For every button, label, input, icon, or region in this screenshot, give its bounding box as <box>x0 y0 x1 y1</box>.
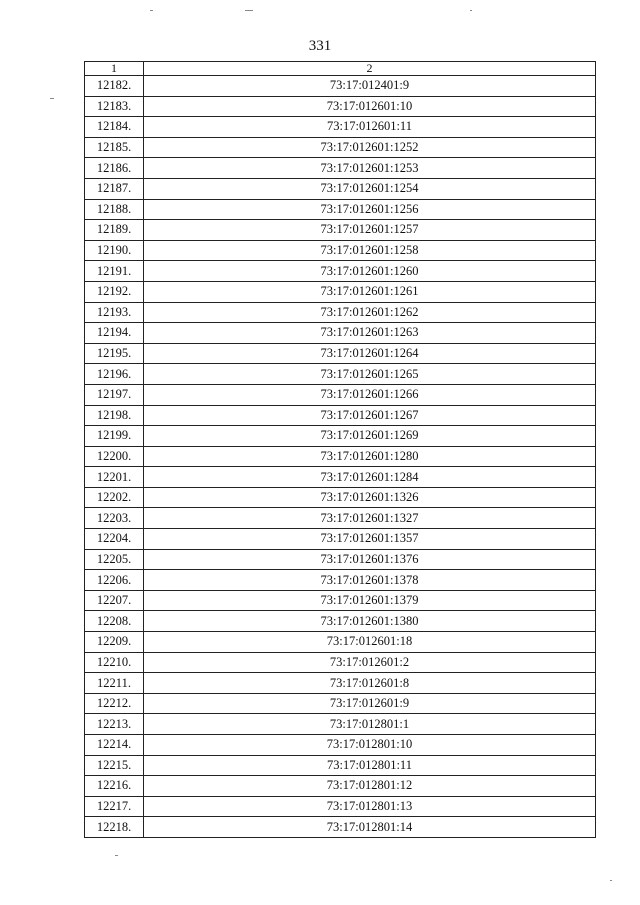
scan-speck <box>470 10 472 11</box>
cadastral-number-cell: 73:17:012801:12 <box>144 776 596 797</box>
scan-speck <box>150 10 153 11</box>
table-row <box>85 735 596 756</box>
table-row <box>85 261 596 282</box>
cadastral-number-cell: 73:17:012601:8 <box>144 673 596 694</box>
table-row <box>85 158 596 179</box>
scan-speck <box>245 10 253 11</box>
row-number-cell: 12216. <box>85 776 144 797</box>
cadastral-number-cell: 73:17:012601:1257 <box>144 220 596 241</box>
cadastral-number-cell: 73:17:012601:1357 <box>144 529 596 550</box>
row-number-cell: 12188. <box>85 199 144 220</box>
table-row <box>85 384 596 405</box>
row-number-cell: 12193. <box>85 302 144 323</box>
table-row <box>85 467 596 488</box>
row-number-cell: 12203. <box>85 508 144 529</box>
table-row <box>85 137 596 158</box>
cadastral-number-cell: 73:17:012601:11 <box>144 117 596 138</box>
row-number-cell: 12209. <box>85 632 144 653</box>
cadastral-number-cell: 73:17:012601:1269 <box>144 426 596 447</box>
table-row <box>85 529 596 550</box>
cadastral-number-cell: 73:17:012601:1256 <box>144 199 596 220</box>
scan-speck <box>115 855 118 856</box>
document-table <box>84 61 596 838</box>
row-number-cell: 12213. <box>85 714 144 735</box>
row-number-cell: 12183. <box>85 96 144 117</box>
cadastral-number-cell: 73:17:012601:1379 <box>144 590 596 611</box>
cadastral-number-cell: 73:17:012601:1261 <box>144 281 596 302</box>
cadastral-number-cell: 73:17:012601:1263 <box>144 323 596 344</box>
cadastral-number-cell: 73:17:012601:1262 <box>144 302 596 323</box>
row-number-cell: 12200. <box>85 446 144 467</box>
row-number-cell: 12184. <box>85 117 144 138</box>
cadastral-number-cell: 73:17:012601:2 <box>144 652 596 673</box>
cadastral-number-cell: 73:17:012601:1265 <box>144 364 596 385</box>
row-number-cell: 12211. <box>85 673 144 694</box>
table-row <box>85 652 596 673</box>
table-row <box>85 302 596 323</box>
table-row <box>85 96 596 117</box>
cadastral-number-cell: 73:17:012601:1254 <box>144 178 596 199</box>
row-number-cell: 12195. <box>85 343 144 364</box>
cadastral-number-cell: 73:17:012801:11 <box>144 755 596 776</box>
table-row <box>85 755 596 776</box>
cadastral-number-cell: 73:17:012601:1258 <box>144 240 596 261</box>
row-number-cell: 12204. <box>85 529 144 550</box>
cadastral-number-cell: 73:17:012601:1252 <box>144 137 596 158</box>
row-number-cell: 12196. <box>85 364 144 385</box>
row-number-cell: 12212. <box>85 693 144 714</box>
row-number-cell: 12186. <box>85 158 144 179</box>
cadastral-number-cell: 73:17:012801:14 <box>144 817 596 838</box>
column-header-1: 1 <box>85 62 144 76</box>
row-number-cell: 12189. <box>85 220 144 241</box>
row-number-cell: 12217. <box>85 796 144 817</box>
table-row <box>85 76 596 97</box>
cadastral-number-cell: 73:17:012601:1267 <box>144 405 596 426</box>
row-number-cell: 12194. <box>85 323 144 344</box>
table-row <box>85 281 596 302</box>
table-row <box>85 343 596 364</box>
cadastral-number-cell: 73:17:012601:1380 <box>144 611 596 632</box>
cadastral-number-cell: 73:17:012801:1 <box>144 714 596 735</box>
row-number-cell: 12208. <box>85 611 144 632</box>
row-number-cell: 12199. <box>85 426 144 447</box>
table-row <box>85 199 596 220</box>
table-row <box>85 796 596 817</box>
table-row <box>85 714 596 735</box>
table-row <box>85 549 596 570</box>
cadastral-number-cell: 73:17:012601:1266 <box>144 384 596 405</box>
table-row <box>85 693 596 714</box>
scan-speck <box>610 880 612 881</box>
scan-speck <box>50 98 54 99</box>
table-row <box>85 446 596 467</box>
table-row <box>85 323 596 344</box>
row-number-cell: 12201. <box>85 467 144 488</box>
table-row <box>85 220 596 241</box>
row-number-cell: 12182. <box>85 76 144 97</box>
row-number-cell: 12214. <box>85 735 144 756</box>
table-row <box>85 405 596 426</box>
row-number-cell: 12187. <box>85 178 144 199</box>
table-row <box>85 817 596 838</box>
cadastral-number-cell: 73:17:012601:10 <box>144 96 596 117</box>
table-row <box>85 426 596 447</box>
row-number-cell: 12202. <box>85 487 144 508</box>
table-row <box>85 487 596 508</box>
table-row <box>85 590 596 611</box>
row-number-cell: 12205. <box>85 549 144 570</box>
cadastral-number-cell: 73:17:012601:18 <box>144 632 596 653</box>
table-row <box>85 117 596 138</box>
row-number-cell: 12192. <box>85 281 144 302</box>
cadastral-number-cell: 73:17:012601:1327 <box>144 508 596 529</box>
page-number: 331 <box>308 38 332 54</box>
cadastral-number-cell: 73:17:012601:9 <box>144 693 596 714</box>
table-row <box>85 570 596 591</box>
row-number-cell: 12218. <box>85 817 144 838</box>
table-header-row <box>85 62 596 76</box>
row-number-cell: 12215. <box>85 755 144 776</box>
cadastral-number-cell: 73:17:012601:1376 <box>144 549 596 570</box>
table-row <box>85 508 596 529</box>
cadastral-number-cell: 73:17:012401:9 <box>144 76 596 97</box>
table-row <box>85 240 596 261</box>
row-number-cell: 12185. <box>85 137 144 158</box>
cadastral-number-cell: 73:17:012601:1260 <box>144 261 596 282</box>
cadastral-number-cell: 73:17:012601:1378 <box>144 570 596 591</box>
table-body <box>85 76 596 838</box>
row-number-cell: 12207. <box>85 590 144 611</box>
table-row <box>85 178 596 199</box>
table-row <box>85 632 596 653</box>
cadastral-number-cell: 73:17:012601:1280 <box>144 446 596 467</box>
cadastral-number-cell: 73:17:012801:10 <box>144 735 596 756</box>
row-number-cell: 12197. <box>85 384 144 405</box>
row-number-cell: 12210. <box>85 652 144 673</box>
cadastral-number-cell: 73:17:012801:13 <box>144 796 596 817</box>
cadastral-number-cell: 73:17:012601:1264 <box>144 343 596 364</box>
cadastral-number-cell: 73:17:012601:1253 <box>144 158 596 179</box>
row-number-cell: 12198. <box>85 405 144 426</box>
column-header-2: 2 <box>144 62 596 76</box>
row-number-cell: 12206. <box>85 570 144 591</box>
table-row <box>85 364 596 385</box>
row-number-cell: 12191. <box>85 261 144 282</box>
cadastral-number-cell: 73:17:012601:1284 <box>144 467 596 488</box>
table-row <box>85 776 596 797</box>
table-row <box>85 611 596 632</box>
cadastral-number-cell: 73:17:012601:1326 <box>144 487 596 508</box>
table-row <box>85 673 596 694</box>
row-number-cell: 12190. <box>85 240 144 261</box>
